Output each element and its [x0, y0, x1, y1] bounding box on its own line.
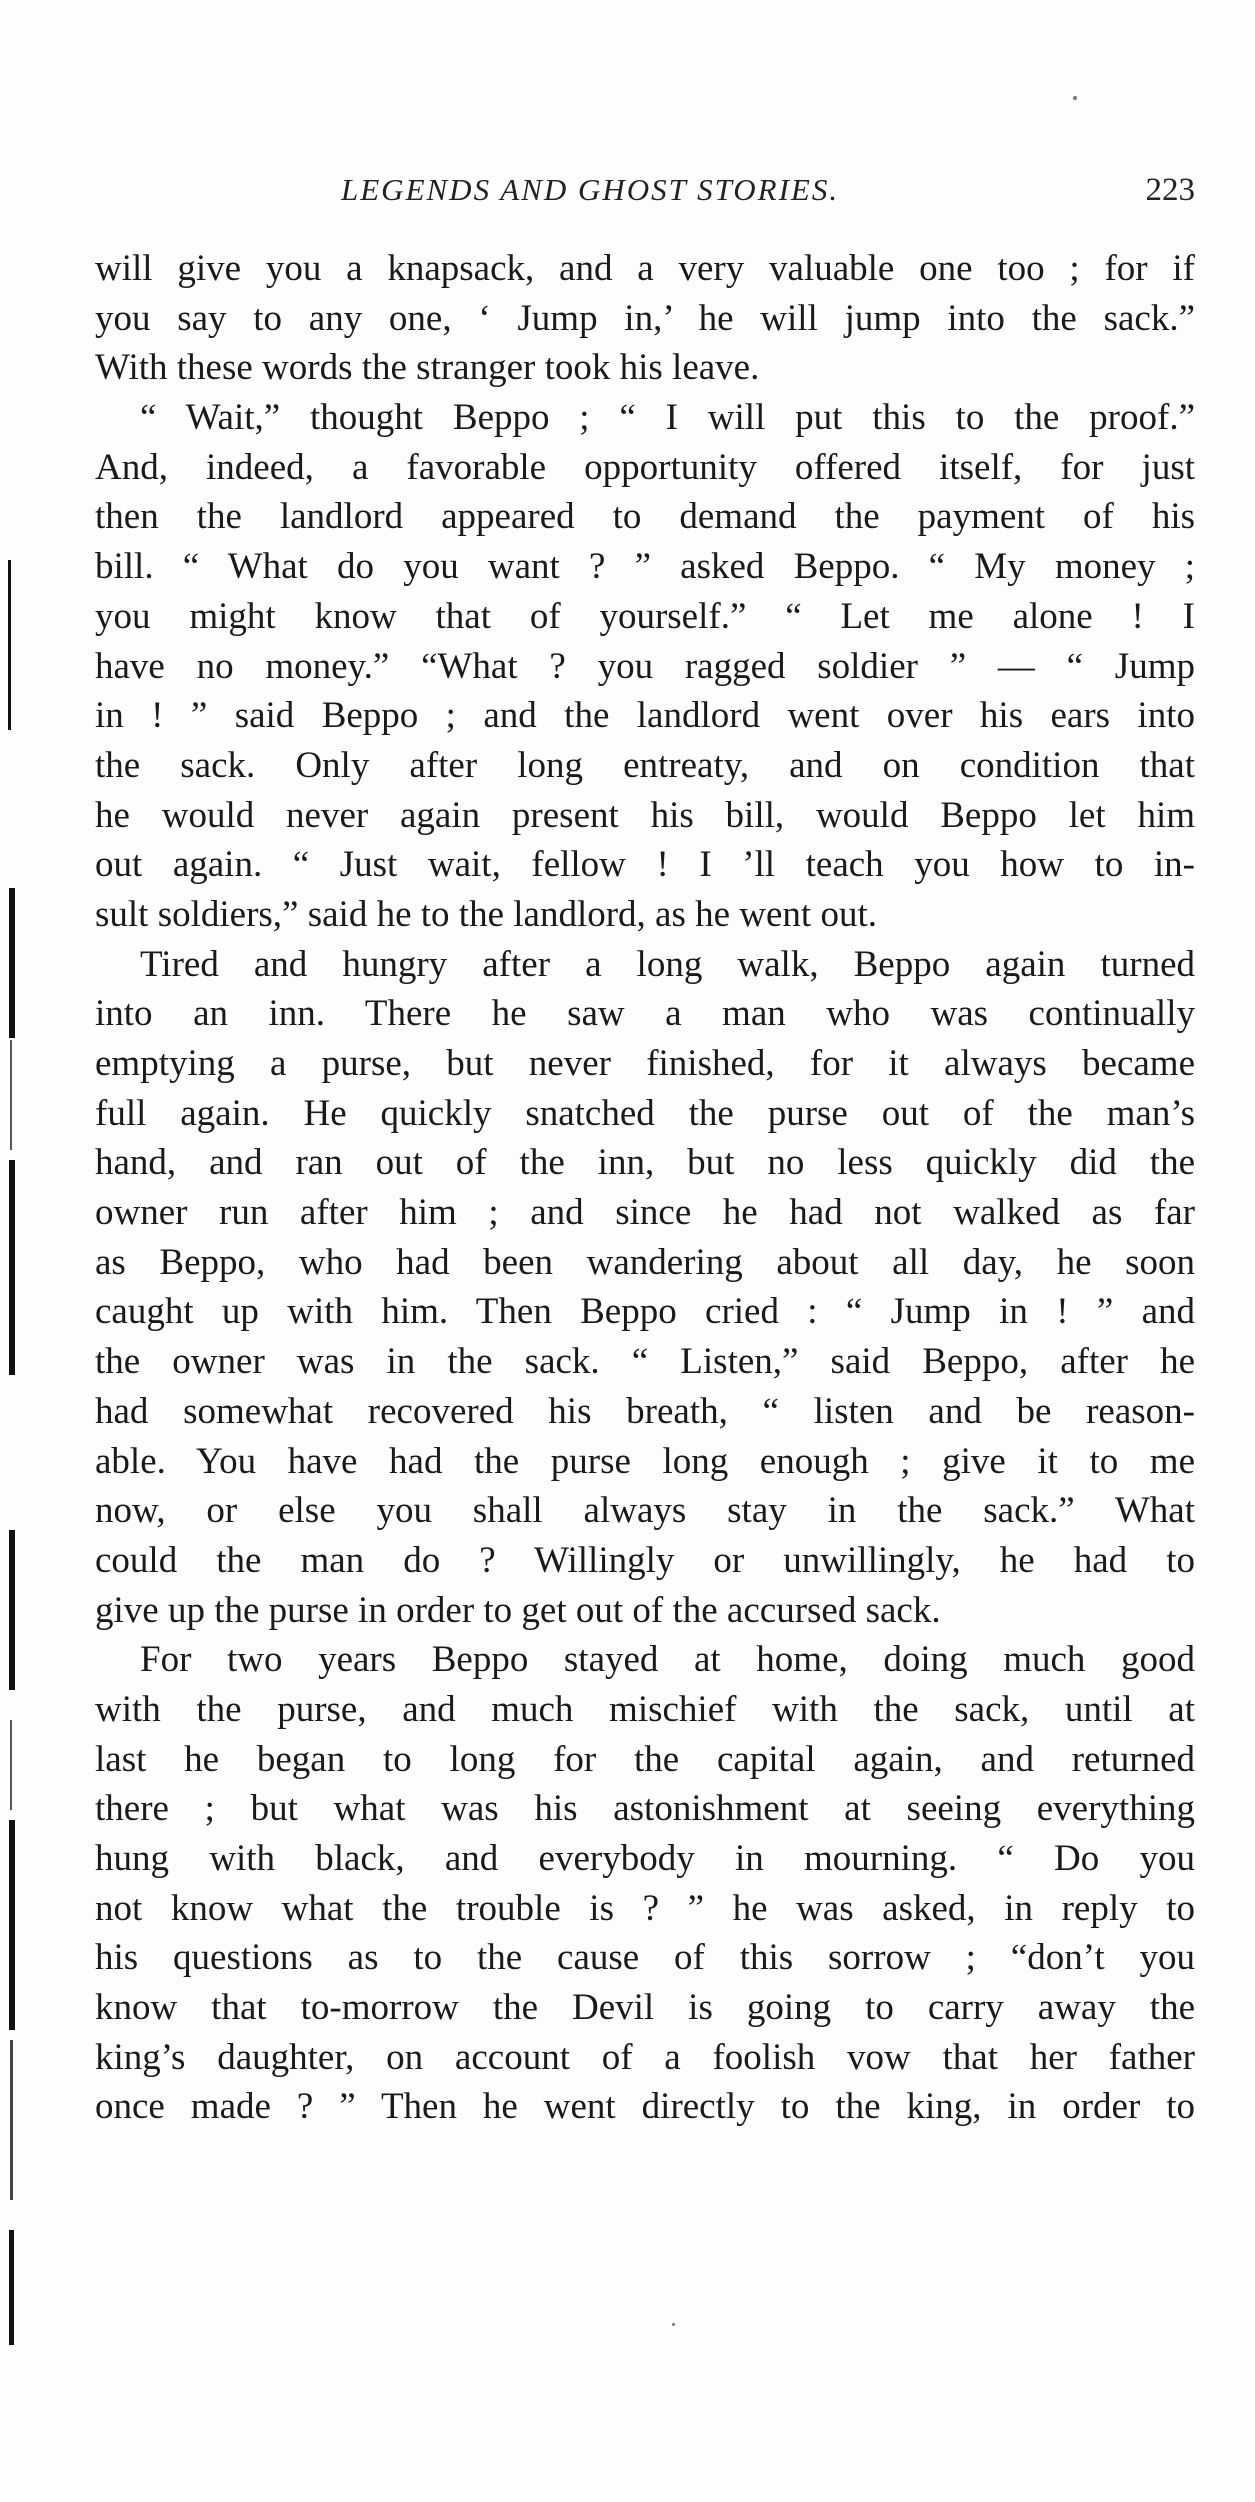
body-text [95, 244, 1195, 2132]
text-line: have no money.” “What ? you ragged soldier ” — “ Jump [95, 645, 1195, 687]
scan-margin-mark [9, 1160, 15, 1375]
text-line: out again. “ Just wait, fellow ! I ’ll teach you how to in- [95, 844, 1195, 886]
text-line: he would never again present his bill, would Beppo let him [95, 794, 1195, 836]
text-line: emptying a purse, but never finished, for it always became [95, 1043, 1195, 1084]
text-line: with the purse, and much mischief with the sack, until at [95, 1688, 1195, 1730]
text-line: his questions as to the cause of this sorrow ; “don’t you [95, 1937, 1195, 1979]
text-line: could the man do ? Willingly or unwillingly, he had to [95, 1539, 1195, 1581]
paragraph [95, 940, 1195, 1636]
text-line: you might know that of yourself.” “ Let me alone ! I [95, 595, 1195, 637]
scan-margin-mark [9, 1530, 15, 1690]
text-line: bill. “ What do you want ? ” asked Beppo. “ My money ; [95, 546, 1195, 588]
scan-margin-mark [9, 2230, 14, 2345]
text-line: once made ? ” Then he went directly to the king, in order to [95, 2086, 1195, 2128]
running-head [95, 172, 1195, 222]
text-line: give up the purse in order to get out of the accursed sack. [95, 1589, 941, 1631]
text-line: then the landlord appeared to demand the payment of his [95, 496, 1195, 538]
scan-margin-mark [9, 1820, 15, 2030]
text-line: as Beppo, who had been wandering about all day, he soon [95, 1241, 1195, 1283]
scan-speck [1073, 96, 1077, 100]
text-line: there ; but what was his astonishment at seeing everything [95, 1788, 1195, 1830]
paragraph [95, 393, 1195, 940]
text-line: now, or else you shall always stay in the sack.” What [95, 1490, 1195, 1532]
scan-margin-mark [10, 1720, 12, 1810]
text-line: not know what the trouble is ? ” he was asked, in reply to [95, 1887, 1195, 1929]
paragraph [95, 1635, 1195, 2132]
text-line: will give you a knapsack, and a very valuable one too ; for if [95, 248, 1195, 289]
text-line: know that to-morrow the Devil is going to carry away the [95, 1987, 1195, 2029]
text-line: king’s daughter, on account of a foolish vow that her father [95, 2036, 1195, 2078]
text-line: full again. He quickly snatched the purse out of the man’s [95, 1092, 1195, 1134]
text-line: into an inn. There he saw a man who was continually [95, 993, 1195, 1035]
running-head-title: LEGENDS AND GHOST STORIES. [341, 172, 840, 207]
page-number: 223 [1145, 172, 1195, 208]
text-line: you say to any one, ‘ Jump in,’ he will jump into the sack.” [95, 297, 1195, 339]
scan-margin-mark [9, 888, 15, 1038]
text-line: Tired and hungry after a long walk, Beppo again turned [140, 943, 1195, 985]
text-line: hand, and ran out of the inn, but no less quickly did the [95, 1142, 1195, 1184]
scan-speck [672, 2323, 675, 2326]
text-line: had somewhat recovered his breath, “ listen and be reason- [95, 1390, 1195, 1432]
text-line: in ! ” said Beppo ; and the landlord went over his ears into [95, 695, 1195, 737]
scan-margin-mark [8, 560, 11, 730]
text-line: the sack. Only after long entreaty, and on condition that [95, 744, 1195, 786]
text-line: last he began to long for the capital again, and returned [95, 1738, 1195, 1780]
text-line: And, indeed, a favorable opportunity offered itself, for just [95, 446, 1195, 488]
paragraph [95, 244, 1195, 393]
text-line: With these words the stranger took his leave. [95, 347, 760, 389]
text-line: hung with black, and everybody in mourning. “ Do you [95, 1838, 1195, 1879]
text-line: owner run after him ; and since he had not walked as far [95, 1192, 1195, 1234]
scan-margin-mark [10, 2040, 13, 2200]
text-line: sult soldiers,” said he to the landlord, as he went out. [95, 893, 877, 935]
text-line: “ Wait,” thought Beppo ; “ I will put this to the proof.” [140, 397, 1195, 439]
text-line: able. You have had the purse long enough ; give it to me [95, 1440, 1195, 1482]
text-line: caught up with him. Then Beppo cried : “ Jump in ! ” and [95, 1291, 1195, 1333]
text-line: For two years Beppo stayed at home, doing much good [140, 1639, 1195, 1681]
scan-margin-mark [10, 1040, 12, 1150]
text-line: the owner was in the sack. “ Listen,” said Beppo, after he [95, 1341, 1195, 1383]
